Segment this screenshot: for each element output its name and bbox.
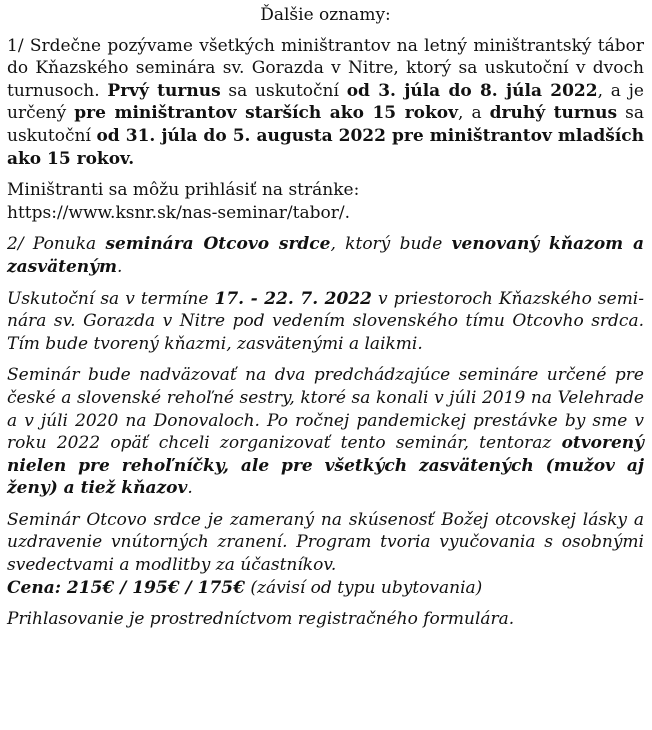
seminar-focus-paragraph <box>7 509 644 599</box>
offer-audience: venovaný kňazom a zasväteným <box>7 234 644 277</box>
seminar-offer-paragraph <box>7 233 644 278</box>
camp-first-dates: od 3. júla do 8. júla 2022 <box>346 80 598 101</box>
history-text-2: . <box>187 478 193 499</box>
seminar-dates: 17. - 22. 7. 2022 <box>214 288 372 309</box>
camp-text-2: sa uskutoční <box>220 80 347 101</box>
camp-first-audience: pre miništrantov starších ako 15 rokov <box>74 103 458 124</box>
price-note: (závisí od typu ubytovania) <box>244 577 483 598</box>
offer-text-2: , ktorý bude <box>330 234 452 255</box>
camp-first-turn: Prvý turnus <box>107 80 221 101</box>
registration-text: Miništranti sa môžu prihlásiť na stránke: <box>7 180 360 201</box>
camp-second-turn: druhý turnus <box>489 103 618 124</box>
altar-server-camp-paragraph <box>7 35 644 171</box>
page-title: Ďalšie oznamy: <box>260 5 391 25</box>
dates-text-2: v priestoroch Kňazského semi-nára sv. Gorazda v Nitre pod vedením slovenského tímu Otcovho srdca. Tím bude tvorený kňazmi, zasvätenými a laikmi. <box>7 288 644 354</box>
seminar-open-to: otvorený nielen pre rehoľníčky, ale pre všetkých zasvätených (mužov aj ženy) a tiež kňazov <box>7 433 644 499</box>
signup-text: Prihlasovanie je prostredníctvom registračného formulára. <box>7 609 515 630</box>
offer-text-1: 2/ Ponuka <box>7 234 106 255</box>
camp-text-5: sa uskutoční <box>7 103 644 146</box>
camp-text-3: , a je určený <box>7 80 644 124</box>
camp-text-4: , a <box>458 103 490 124</box>
registration-url[interactable]: https://www.ksnr.sk/nas-seminar/tabor/. <box>7 202 351 223</box>
camp-text-1: 1/ Srdečne pozývame všetkých miništrantov na letný miništrantský tábor do Kňazského seminára sv. Gorazda v Nitre, ktorý sa uskutoční v dvoch turnusoch. <box>7 35 644 101</box>
dates-text-1: Uskutoční sa v termíne <box>7 288 215 309</box>
offer-seminar-name: seminára Otcovo srdce <box>105 234 331 255</box>
seminar-history-paragraph <box>7 364 644 500</box>
focus-text: Seminár Otcovo srdce je zameraný na skúsenosť Božej otcovskej lásky a uzdravenie vnútorných zranení. Program tvoria vyučovania s osobnými svedectvami a modlitby za účastníkov. <box>7 509 644 576</box>
seminar-dates-paragraph <box>7 288 644 356</box>
registration-paragraph <box>7 179 644 224</box>
price-label: Cena: 215€ / 195€ / 175€ <box>7 577 245 598</box>
signup-paragraph <box>7 608 644 631</box>
offer-text-3: . <box>117 256 123 277</box>
history-text-1: Seminár bude nadväzovať na dva predchádzajúce semináre určené pre české a slovenské rehoľné sestry, ktoré sa konali v júli 2019 na Velehrade a v júli 2020 na Donovaloch. Po ročnej pandemickej prestávke by sme v roku 2022 opäť chceli zorganizovať tento seminár, tentoraz <box>7 365 644 454</box>
camp-second-dates: od 31. júla do 5. augusta 2022 pre miništrantov mladších ako 15 rokov. <box>7 125 644 169</box>
